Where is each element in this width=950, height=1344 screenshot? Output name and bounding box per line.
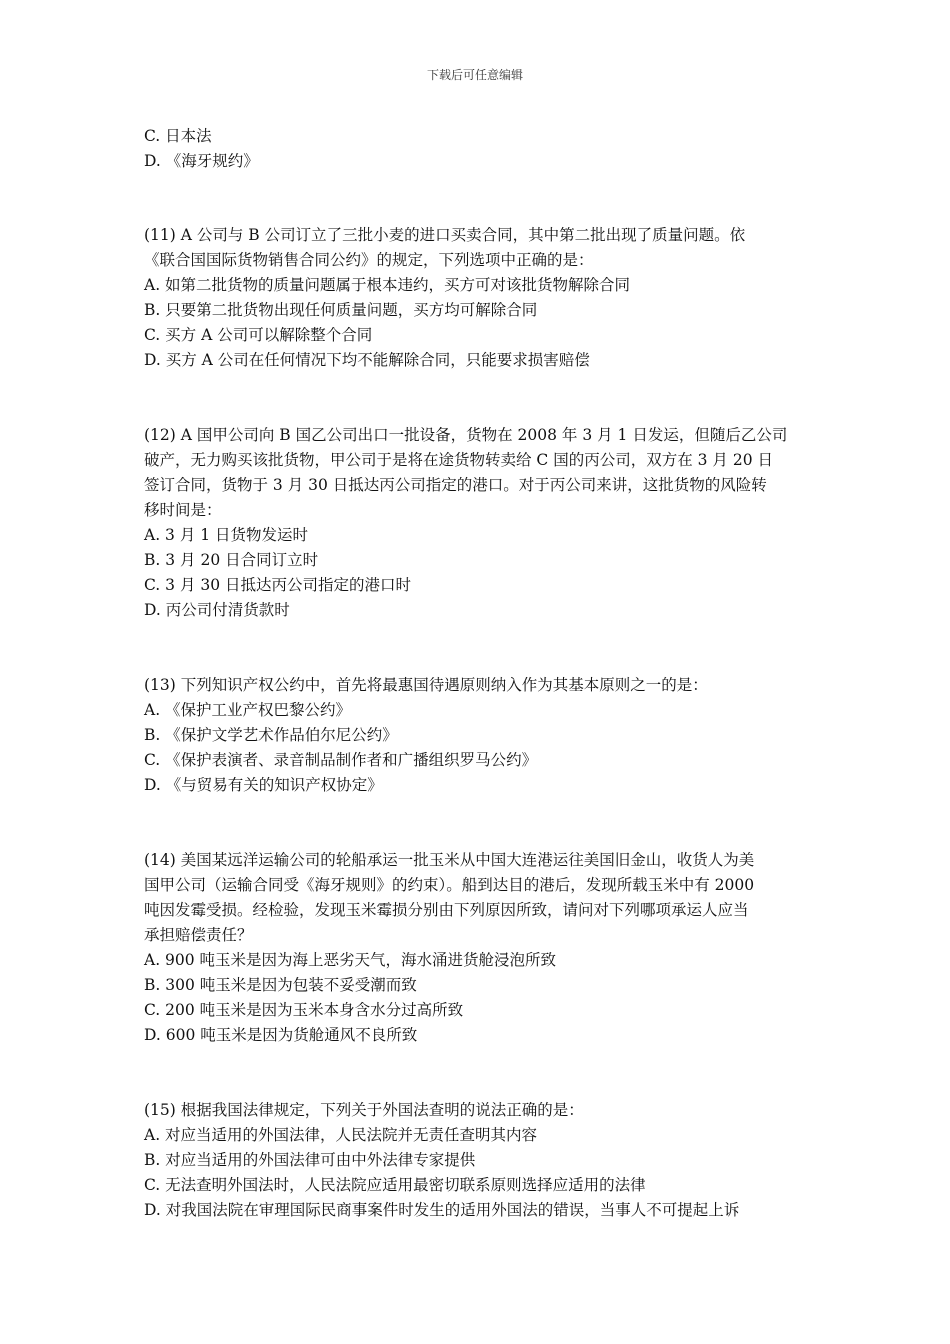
- option-c: C. 日本法: [144, 127, 212, 145]
- option-b: B. 3 月 20 日合同订立时: [144, 551, 319, 569]
- question-stem: (12) A 国甲公司向 B 国乙公司出口一批设备，货物在 2008 年 3 月 1 日发运，但随后乙公司: [144, 426, 788, 444]
- option-c: C. 200 吨玉米是因为玉米本身含水分过高所致: [144, 1001, 464, 1019]
- option-d: D. 《与贸易有关的知识产权协定》: [144, 776, 383, 794]
- option-d: D. 600 吨玉米是因为货舱通风不良所致: [144, 1026, 418, 1044]
- option-b: B. 对应当适用的外国法律可由中外法律专家提供: [144, 1151, 476, 1169]
- question-stem: (11) A 公司与 B 公司订立了三批小麦的进口买卖合同，其中第二批出现了质量问题。依: [144, 226, 746, 244]
- option-d: D. 对我国法院在审理国际民商事案件时发生的适用外国法的错误，当事人不可提起上诉: [144, 1201, 740, 1219]
- question-15: [144, 1098, 808, 1223]
- document-body: [144, 124, 808, 1273]
- option-b: B. 300 吨玉米是因为包装不妥受潮而致: [144, 976, 417, 994]
- question-14: [144, 848, 808, 1048]
- question-13: [144, 673, 808, 798]
- option-d: D. 买方 A 公司在任何情况下均不能解除合同，只能要求损害赔偿: [144, 351, 590, 369]
- option-a: A. 900 吨玉米是因为海上恶劣天气，海水涌进货舱浸泡所致: [144, 951, 557, 969]
- option-b: B. 只要第二批货物出现任何质量问题，买方均可解除合同: [144, 301, 538, 319]
- question-stem: 《联合国国际货物销售合同公约》的规定，下列选项中正确的是：: [144, 251, 594, 269]
- question-10-tail: [144, 124, 808, 174]
- option-d: D. 《海牙规约》: [144, 152, 259, 170]
- question-stem: (15) 根据我国法律规定，下列关于外国法查明的说法正确的是：: [144, 1101, 584, 1119]
- question-stem: 签订合同，货物于 3 月 30 日抵达丙公司指定的港口。对于丙公司来讲，这批货物的风险转: [144, 476, 767, 494]
- option-a: A. 3 月 1 日货物发运时: [144, 526, 309, 544]
- question-stem: 移时间是：: [144, 501, 222, 519]
- option-c: C. 《保护表演者、录音制品制作者和广播组织罗马公约》: [144, 751, 538, 769]
- question-12: [144, 423, 808, 623]
- question-stem: 破产，无力购买该批货物，甲公司于是将在途货物转卖给 C 国的丙公司，双方在 3 月 20 日: [144, 451, 774, 469]
- option-a: A. 对应当适用的外国法律，人民法院并无责任查明其内容: [144, 1126, 538, 1144]
- option-a: A. 《保护工业产权巴黎公约》: [144, 701, 352, 719]
- option-d: D. 丙公司付清货款时: [144, 601, 290, 619]
- question-stem: 吨因发霉受损。经检验，发现玉米霉损分别由下列原因所致，请问对下列哪项承运人应当: [144, 901, 749, 919]
- question-stem: (14) 美国某远洋运输公司的轮船承运一批玉米从中国大连港运往美国旧金山，收货人为美: [144, 851, 755, 869]
- question-11: [144, 223, 808, 373]
- question-stem: 国甲公司（运输合同受《海牙规则》的约束）。船到达目的港后，发现所载玉米中有 2000: [144, 876, 755, 894]
- option-c: C. 买方 A 公司可以解除整个合同: [144, 326, 373, 344]
- question-stem: 承担赔偿责任？: [144, 926, 253, 944]
- option-b: B. 《保护文学艺术作品伯尔尼公约》: [144, 726, 398, 744]
- option-c: C. 3 月 30 日抵达丙公司指定的港口时: [144, 576, 412, 594]
- page-header: 下载后可任意编辑: [426, 68, 523, 82]
- option-a: A. 如第二批货物的质量问题属于根本违约，买方可对该批货物解除合同: [144, 276, 631, 294]
- question-stem: (13) 下列知识产权公约中，首先将最惠国待遇原则纳入作为其基本原则之一的是：: [144, 676, 708, 694]
- option-c: C. 无法查明外国法时，人民法院应适用最密切联系原则选择应适用的法律: [144, 1176, 646, 1194]
